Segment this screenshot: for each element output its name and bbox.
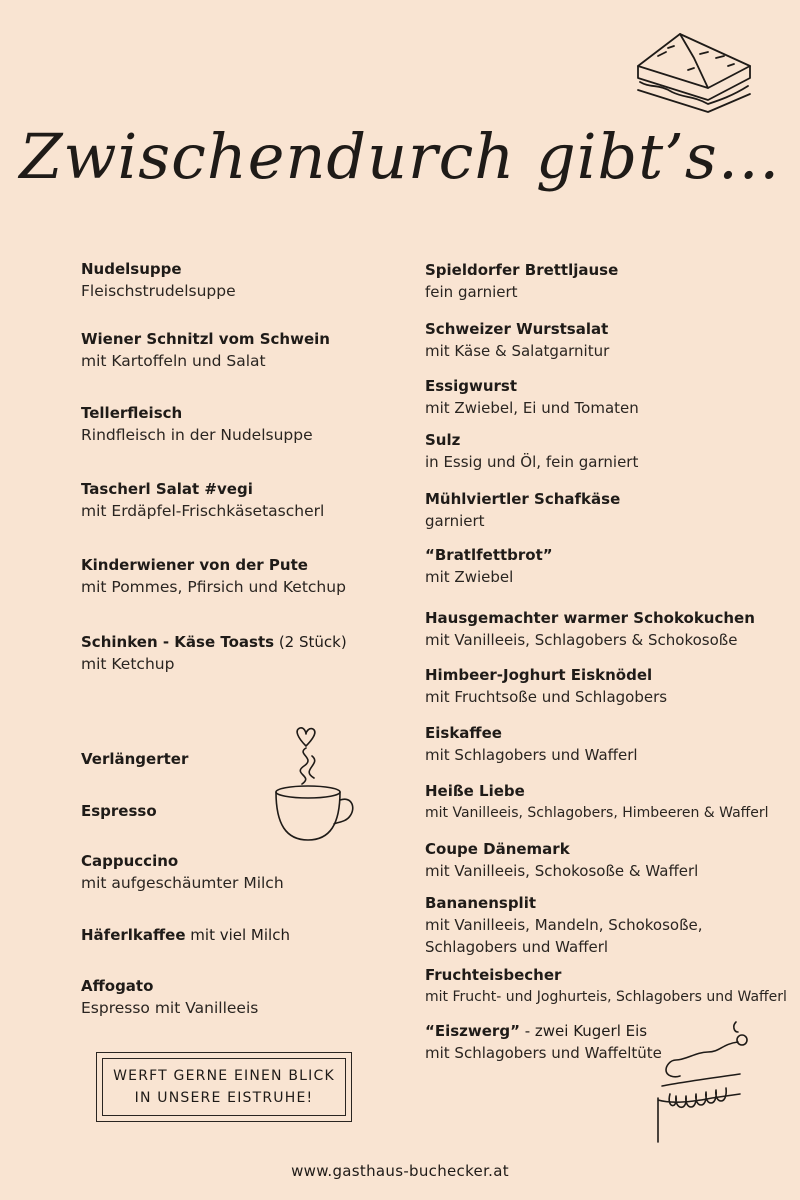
item-name: Coupe Dänemark — [425, 840, 570, 858]
item-description: Fleischstrudelsuppe — [81, 282, 236, 300]
item-description-line2: Schlagobers und Wafferl — [425, 938, 609, 956]
menu-item — [425, 375, 800, 419]
website-link[interactable]: www.gasthaus-buchecker.at — [291, 1162, 509, 1180]
menu-item — [425, 722, 800, 766]
notice-line-1: WERFT GERNE EINEN BLICK — [113, 1068, 335, 1084]
menu-item — [425, 488, 800, 532]
item-name: Sulz — [425, 431, 461, 449]
item-description: mit Pommes, Pfirsich und Ketchup — [81, 578, 346, 596]
item-description: mit Erdäpfel-Frischkäsetascherl — [81, 502, 325, 520]
coffee-cup-icon — [268, 724, 358, 844]
item-description: mit Vanilleeis, Mandeln, Schokosoße, — [425, 916, 703, 934]
menu-item — [425, 780, 800, 824]
item-name: Cappuccino — [81, 852, 179, 870]
menu-item — [81, 631, 461, 675]
item-description: garniert — [425, 512, 485, 530]
item-name: Hausgemachter warmer Schokokuchen — [425, 609, 755, 627]
item-description: mit Schlagobers und Wafferl — [425, 746, 638, 764]
item-name: Spieldorfer Brettljause — [425, 261, 619, 279]
cake-icon — [652, 1018, 752, 1148]
item-description: Rindfleisch in der Nudelsuppe — [81, 426, 313, 444]
item-name: Espresso — [81, 802, 157, 820]
menu-item — [425, 544, 800, 588]
item-name: Häferlkaffee mit viel Milch — [81, 926, 290, 944]
menu-item — [425, 838, 800, 882]
menu-item — [425, 664, 800, 708]
item-description: mit Vanilleeis, Schlagobers & Schokosoße — [425, 631, 738, 649]
menu-item — [81, 258, 461, 302]
page-title: Zwischendurch gibt’s… — [19, 120, 781, 193]
menu-item — [425, 259, 800, 303]
menu-item — [425, 607, 800, 651]
item-name: Verlängerter — [81, 750, 189, 768]
item-name: Wiener Schnitzl vom Schwein — [81, 330, 330, 348]
item-description: mit Kartoffeln und Salat — [81, 352, 266, 370]
item-name: Schweizer Wurstsalat — [425, 320, 609, 338]
menu-item — [81, 328, 461, 372]
menu-item — [81, 478, 461, 522]
item-name: Bananensplit — [425, 894, 537, 912]
item-description: Espresso mit Vanilleeis — [81, 999, 259, 1017]
item-description: mit Zwiebel, Ei und Tomaten — [425, 399, 639, 417]
coffee-item — [81, 975, 461, 1019]
item-name: Kinderwiener von der Pute — [81, 556, 308, 574]
item-description: mit Schlagobers und Waffeltüte — [425, 1044, 662, 1062]
item-description: in Essig und Öl, fein garniert — [425, 453, 639, 471]
item-name: Schinken - Käse Toasts (2 Stück) — [81, 633, 347, 651]
menu-item — [81, 554, 461, 598]
item-name: Mühlviertler Schafkäse — [425, 490, 621, 508]
notice-line-2: IN UNSERE EISTRUHE! — [134, 1090, 314, 1106]
item-name: “Eiszwerg” - zwei Kugerl Eis — [425, 1022, 648, 1040]
item-description: mit Käse & Salatgarnitur — [425, 342, 610, 360]
item-name: Fruchteisbecher — [425, 966, 562, 984]
menu-item — [81, 402, 461, 446]
sandwich-icon — [628, 26, 758, 116]
item-description: mit Vanilleeis, Schlagobers, Himbeeren & Wafferl — [425, 805, 769, 821]
item-name: Essigwurst — [425, 377, 518, 395]
item-name: Heiße Liebe — [425, 782, 525, 800]
item-name: Tascherl Salat #vegi — [81, 480, 253, 498]
item-description: mit Ketchup — [81, 655, 175, 673]
item-name: Eiskaffee — [425, 724, 502, 742]
item-name: Affogato — [81, 977, 154, 995]
coffee-item — [81, 850, 461, 894]
menu-item — [425, 892, 800, 958]
item-name: Nudelsuppe — [81, 260, 182, 278]
item-description: mit aufgeschäumter Milch — [81, 874, 284, 892]
item-description: mit Frucht- und Joghurteis, Schlagobers und Wafferl — [425, 989, 787, 1005]
coffee-item — [81, 924, 461, 946]
item-description: mit Fruchtsoße und Schlagobers — [425, 688, 668, 706]
item-name: Himbeer-Joghurt Eisknödel — [425, 666, 653, 684]
item-description: mit Vanilleeis, Schokosoße & Wafferl — [425, 862, 699, 880]
menu-item — [425, 429, 800, 473]
ice-cream-notice — [96, 1052, 352, 1122]
menu-item — [425, 964, 800, 1008]
notice-inner-border — [102, 1058, 346, 1116]
item-name: “Bratlfettbrot” — [425, 546, 553, 564]
item-description: fein garniert — [425, 283, 518, 301]
item-description: mit Zwiebel — [425, 568, 514, 586]
item-name: Tellerfleisch — [81, 404, 183, 422]
menu-item — [425, 318, 800, 362]
